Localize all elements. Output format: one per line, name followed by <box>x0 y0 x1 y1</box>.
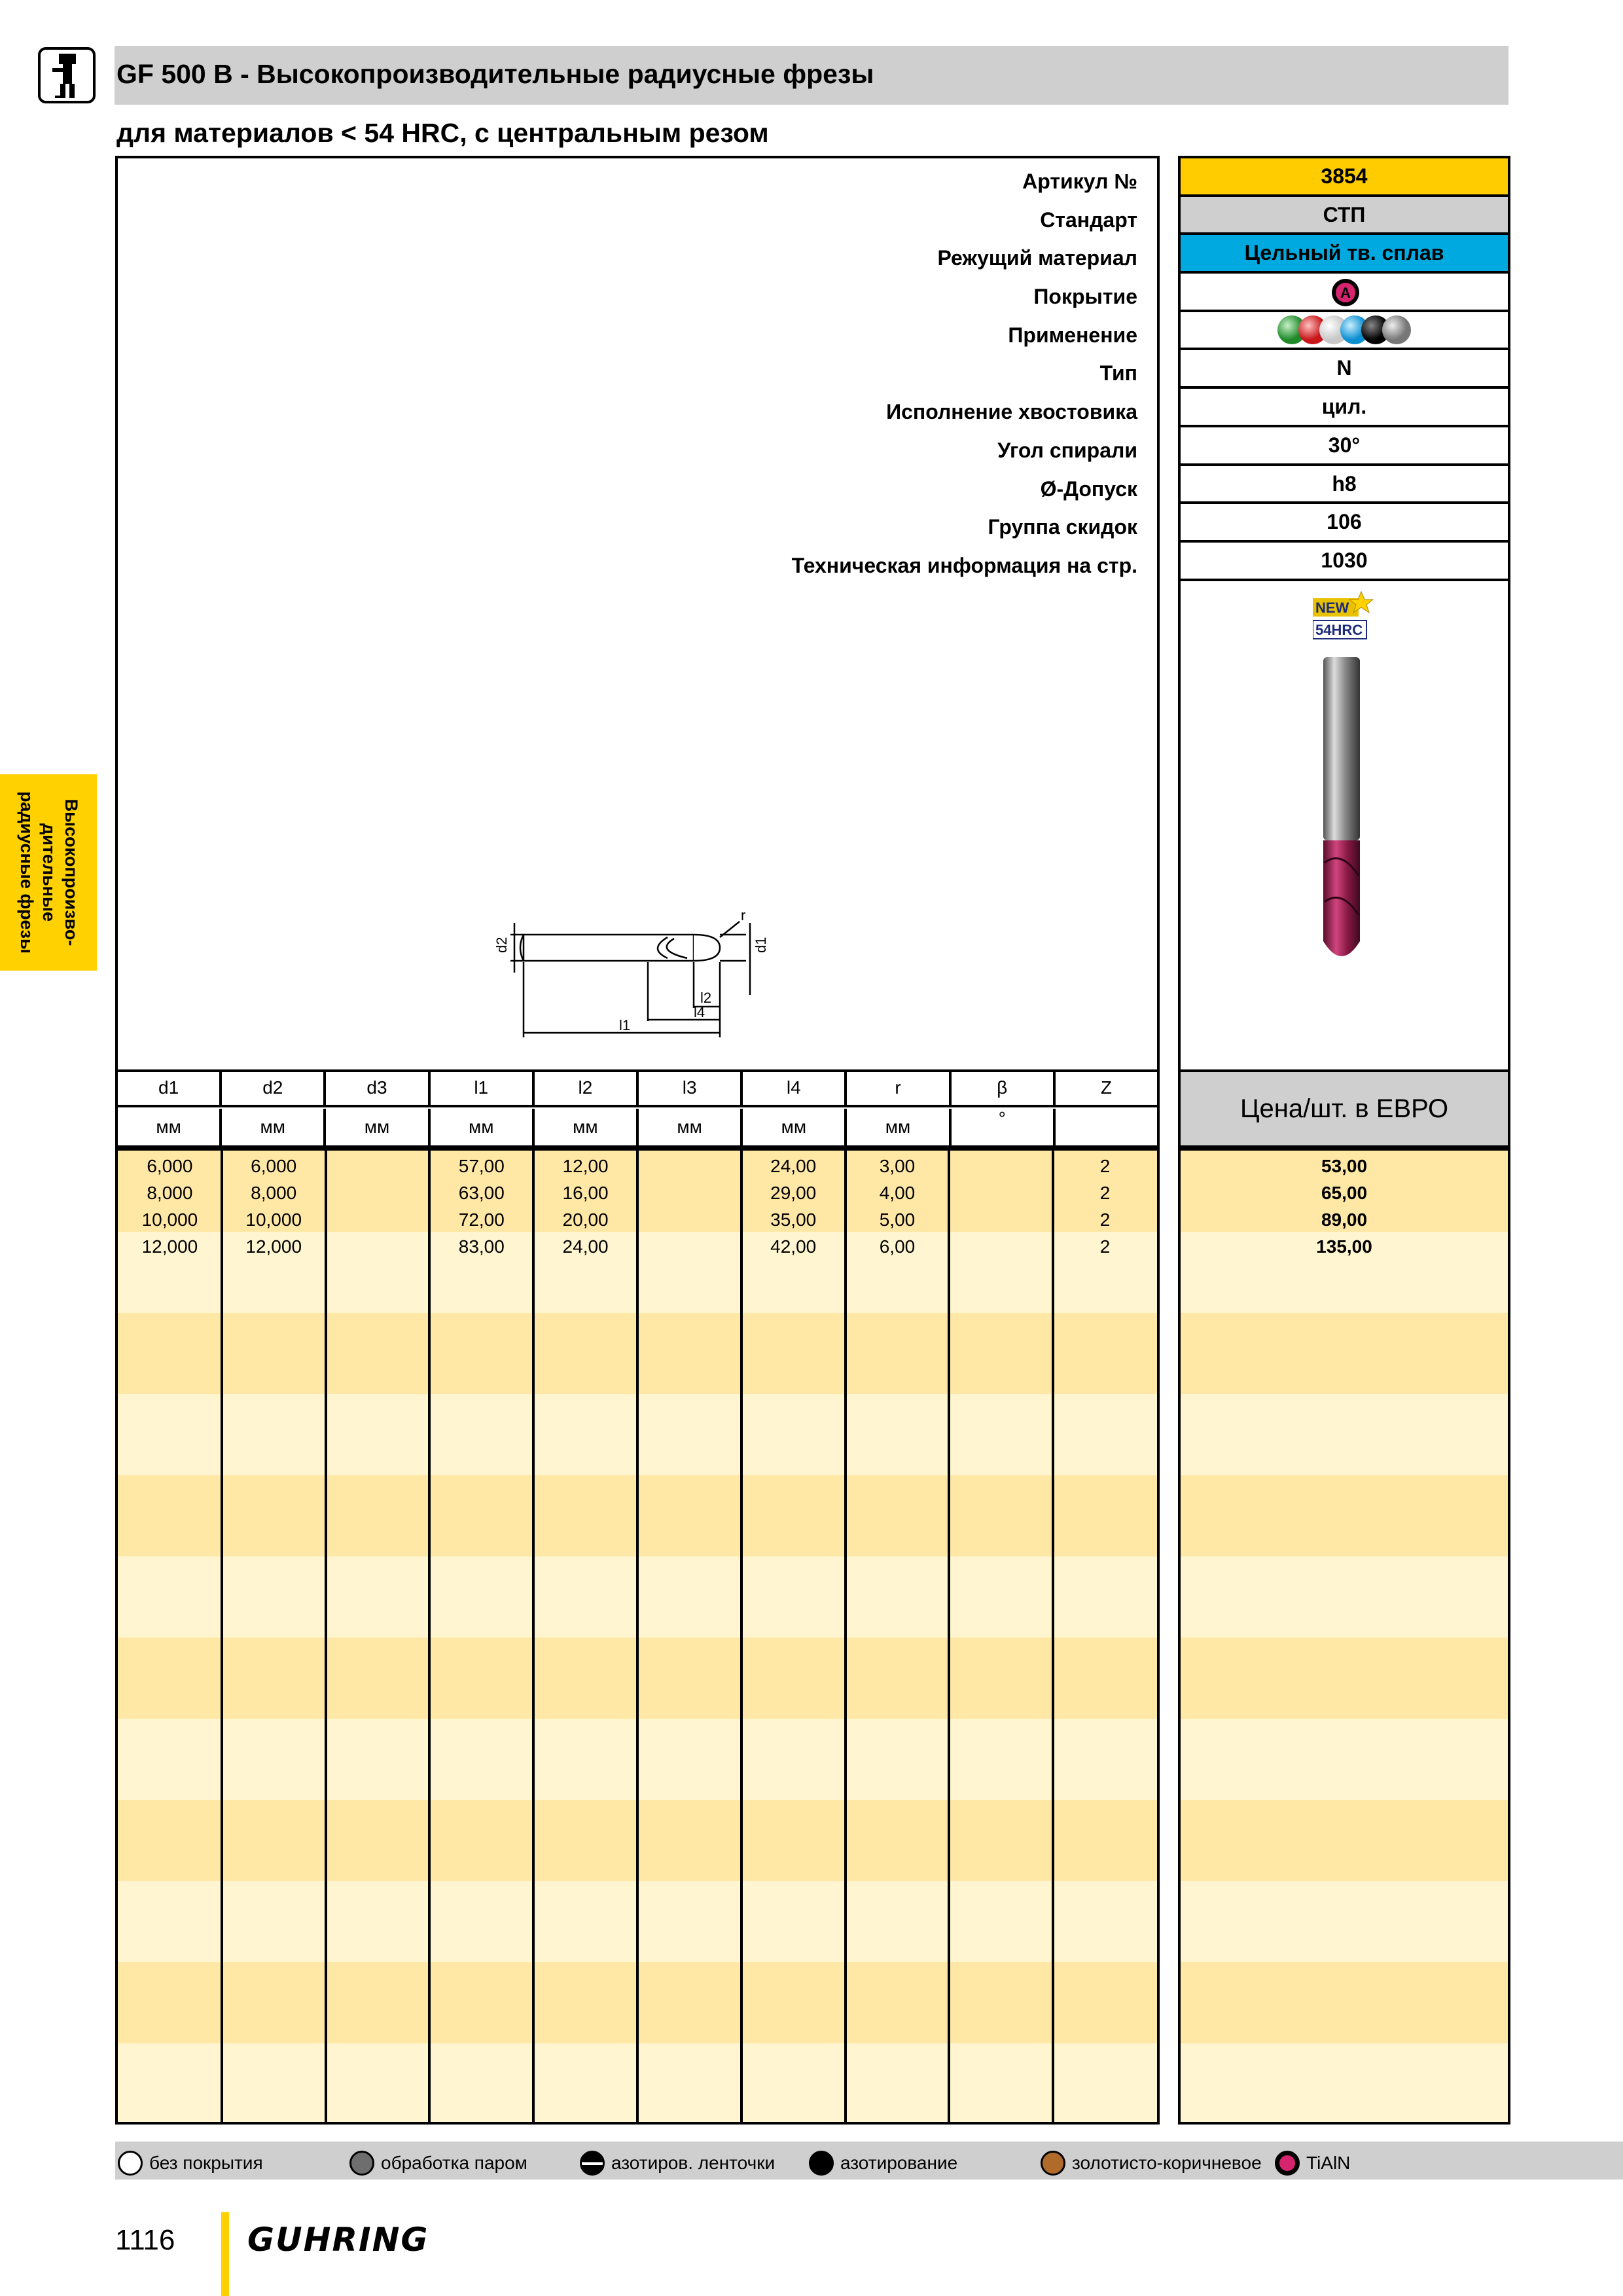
column-divider <box>636 1151 639 2122</box>
table-cell: 16,00 <box>562 1183 609 1203</box>
tool-drawing <box>471 897 812 1054</box>
unit-header: мм <box>535 1109 639 1147</box>
spec-labels <box>792 162 1137 585</box>
table-cell <box>326 1234 430 1260</box>
drawing-label-l4: l4 <box>694 1004 705 1020</box>
spec-label-material: Режущий материал <box>937 246 1137 270</box>
legend-label: TiAlN <box>1306 2153 1351 2173</box>
tialn-icon <box>1275 2151 1300 2176</box>
column-header: β <box>952 1069 1056 1105</box>
column-header: Z <box>1100 1077 1112 1098</box>
row-stripe <box>1181 1800 1508 1881</box>
legend-item-nitrided-lands <box>580 2151 775 2176</box>
brand-divider <box>221 2212 229 2296</box>
table-cell <box>949 1207 1053 1233</box>
brand-logo: GUHRING <box>247 2221 429 2259</box>
table-cell: 8,000 <box>251 1183 297 1203</box>
legend-item-tialn <box>1275 2151 1350 2176</box>
table-cell: 24,00 <box>562 1236 609 1257</box>
price-header: Цена/шт. в ЕВРО <box>1178 1069 1510 1148</box>
table-cell: 20,00 <box>562 1210 609 1230</box>
price-column <box>1178 1148 1510 2125</box>
drawing-label-l1: l1 <box>619 1017 631 1033</box>
page-title: GF 500 B - Высокопроизводительные радиусные фрезы <box>116 59 874 89</box>
table-cell <box>949 1180 1053 1206</box>
page-subtitle: для материалов < 54 HRC, с центральным резом <box>116 118 769 148</box>
row-stripe <box>1181 1475 1508 1556</box>
column-divider <box>1052 1151 1054 2122</box>
spec-label-tolerance: Ø-Допуск <box>1040 476 1137 501</box>
spec-value-techinfo: 1030 <box>1181 543 1508 581</box>
column-header: l4 <box>743 1069 847 1105</box>
spec-value-helix: 30° <box>1181 427 1508 466</box>
column-header: d2 <box>222 1069 326 1105</box>
table-cell: 2 <box>1099 1236 1111 1257</box>
table-cell: 8,000 <box>147 1183 193 1203</box>
table-cell <box>326 1153 430 1179</box>
unit-header: ° <box>952 1109 1056 1147</box>
tialn-icon-core <box>1279 2155 1295 2171</box>
price-value: 65,00 <box>1321 1183 1368 1203</box>
column-divider <box>221 1151 223 2122</box>
table-cell <box>326 1180 430 1206</box>
drawing-label-r: r <box>741 907 746 924</box>
column-header-row <box>118 1069 1157 1107</box>
legend-item-gold-brown <box>1041 2151 1262 2176</box>
data-table-body <box>115 1148 1160 2125</box>
spec-value-coating <box>1181 274 1508 312</box>
column-header: l2 <box>535 1069 639 1105</box>
legend-label: без покрытия <box>149 2153 263 2173</box>
spec-value-standard: СТП <box>1181 197 1508 236</box>
unit-header: мм <box>743 1109 847 1147</box>
unit-header: мм <box>847 1109 951 1147</box>
gold-brown-icon <box>1041 2151 1065 2176</box>
row-stripe <box>1181 1881 1508 1962</box>
side-tab-line: радиусные фрезы <box>17 791 37 954</box>
table-cell: 12,000 <box>245 1236 302 1257</box>
column-header: d3 <box>326 1069 430 1105</box>
row-stripe <box>1181 1962 1508 2043</box>
price-value: 53,00 <box>1321 1156 1368 1176</box>
legend-item-uncoated <box>118 2151 263 2176</box>
logo-icon <box>38 47 96 103</box>
table-cell: 35,00 <box>770 1210 817 1230</box>
steam-treated-icon <box>349 2151 374 2176</box>
new-54hrc-badge <box>1313 589 1376 641</box>
spec-label-discount: Группа скидок <box>988 515 1137 539</box>
table-cell: 4,00 <box>879 1183 916 1203</box>
column-divider <box>428 1151 431 2122</box>
page-number: 1116 <box>115 2224 175 2256</box>
table-cell: 6,000 <box>147 1156 193 1176</box>
legend-item-nitrided <box>809 2151 957 2176</box>
unit-header: мм <box>431 1109 535 1147</box>
table-cell: 12,00 <box>562 1156 609 1176</box>
spec-value-material: Цельный тв. сплав <box>1181 235 1508 274</box>
side-tab-text <box>0 774 97 971</box>
table-header <box>115 1069 1160 1148</box>
table-cell: 24,00 <box>770 1156 817 1176</box>
spec-label-type: Тип <box>1099 361 1137 386</box>
spec-label-standard: Стандарт <box>1040 207 1137 232</box>
table-cell <box>637 1153 741 1179</box>
unit-header: мм <box>639 1109 743 1147</box>
legend-label: обработка паром <box>381 2153 527 2173</box>
side-tab-line: Высокопроизво- <box>62 798 81 946</box>
end-mill-image <box>1302 653 1381 974</box>
table-cell <box>637 1180 741 1206</box>
spec-value-application <box>1181 312 1508 351</box>
column-divider <box>325 1151 327 2122</box>
unit-header: мм <box>222 1109 326 1147</box>
column-divider <box>532 1151 535 2122</box>
table-cell: 3,00 <box>879 1156 916 1176</box>
coating-icon <box>1330 278 1361 308</box>
column-header: l3 <box>639 1069 743 1105</box>
row-stripe <box>1181 2043 1508 2122</box>
price-value: 89,00 <box>1321 1210 1368 1230</box>
row-stripe <box>1181 1313 1508 1394</box>
unit-header <box>1056 1109 1157 1147</box>
legend-item-steam <box>349 2151 527 2176</box>
table-cell <box>949 1153 1053 1179</box>
table-cell: 42,00 <box>770 1236 817 1257</box>
table-cell: 6,00 <box>879 1236 916 1257</box>
legend-label: золотисто-коричневое <box>1072 2153 1262 2173</box>
column-divider <box>948 1151 950 2122</box>
column-divider <box>740 1151 743 2122</box>
table-cell: 63,00 <box>458 1183 505 1203</box>
drawing-label-d1: d1 <box>753 937 769 953</box>
uncoated-icon <box>118 2151 143 2176</box>
column-header: l1 <box>431 1069 535 1105</box>
column-divider <box>844 1151 847 2122</box>
table-cell <box>637 1234 741 1260</box>
spec-value-discount: 106 <box>1181 504 1508 543</box>
spec-label-shank: Исполнение хвостовика <box>886 400 1137 424</box>
side-tab-line: дительные <box>39 823 59 922</box>
spec-value-tolerance: h8 <box>1181 466 1508 505</box>
spec-label-coating: Покрытие <box>1033 285 1137 309</box>
section-side-tab <box>0 774 97 971</box>
legend-label: азотиров. ленточки <box>611 2153 776 2173</box>
table-cell <box>637 1207 741 1233</box>
spec-label-techinfo: Техническая информация на стр. <box>791 553 1137 577</box>
table-cell: 12,000 <box>141 1236 198 1257</box>
table-cell: 83,00 <box>458 1236 505 1257</box>
row-stripe <box>1181 1719 1508 1800</box>
unit-header-row <box>118 1109 1157 1147</box>
hrc-label: 54HRC <box>1315 622 1363 638</box>
nitrided-icon <box>809 2151 834 2176</box>
table-cell: 10,000 <box>141 1210 198 1230</box>
table-cell: 57,00 <box>458 1156 505 1176</box>
table-cell: 2 <box>1099 1183 1111 1203</box>
drawing-label-l2: l2 <box>700 990 712 1006</box>
table-cell: 72,00 <box>458 1210 505 1230</box>
new-label: NEW <box>1315 600 1349 616</box>
table-cell: 5,00 <box>879 1210 916 1230</box>
row-stripe <box>1181 1556 1508 1638</box>
row-stripe <box>1181 1394 1508 1475</box>
table-cell <box>949 1234 1053 1260</box>
application-balls-icon <box>1246 312 1442 348</box>
table-cell: 6,000 <box>251 1156 297 1176</box>
drawing-label-d2: d2 <box>493 937 510 953</box>
coating-code: A <box>1340 285 1351 302</box>
unit-header: мм <box>118 1109 222 1147</box>
table-cell: 2 <box>1099 1156 1111 1176</box>
unit-header: мм <box>326 1109 430 1147</box>
legend-label: азотирование <box>840 2153 958 2173</box>
column-header: d1 <box>118 1069 222 1105</box>
table-cell: 10,000 <box>245 1210 302 1230</box>
spec-label-article: Артикул № <box>1022 170 1137 193</box>
spec-value-article: 3854 <box>1181 158 1508 197</box>
spec-label-helix: Угол спирали <box>997 438 1137 462</box>
column-header: r <box>847 1069 951 1105</box>
spec-value-type: N <box>1181 350 1508 389</box>
table-cell: 29,00 <box>770 1183 817 1203</box>
nitrided-lands-icon <box>580 2151 605 2176</box>
spec-label-application: Применение <box>1008 323 1137 347</box>
table-cell <box>326 1207 430 1233</box>
price-value: 135,00 <box>1316 1236 1372 1257</box>
table-cell: 2 <box>1099 1210 1111 1230</box>
row-stripe <box>1181 1638 1508 1719</box>
spec-value-shank: цил. <box>1181 389 1508 427</box>
